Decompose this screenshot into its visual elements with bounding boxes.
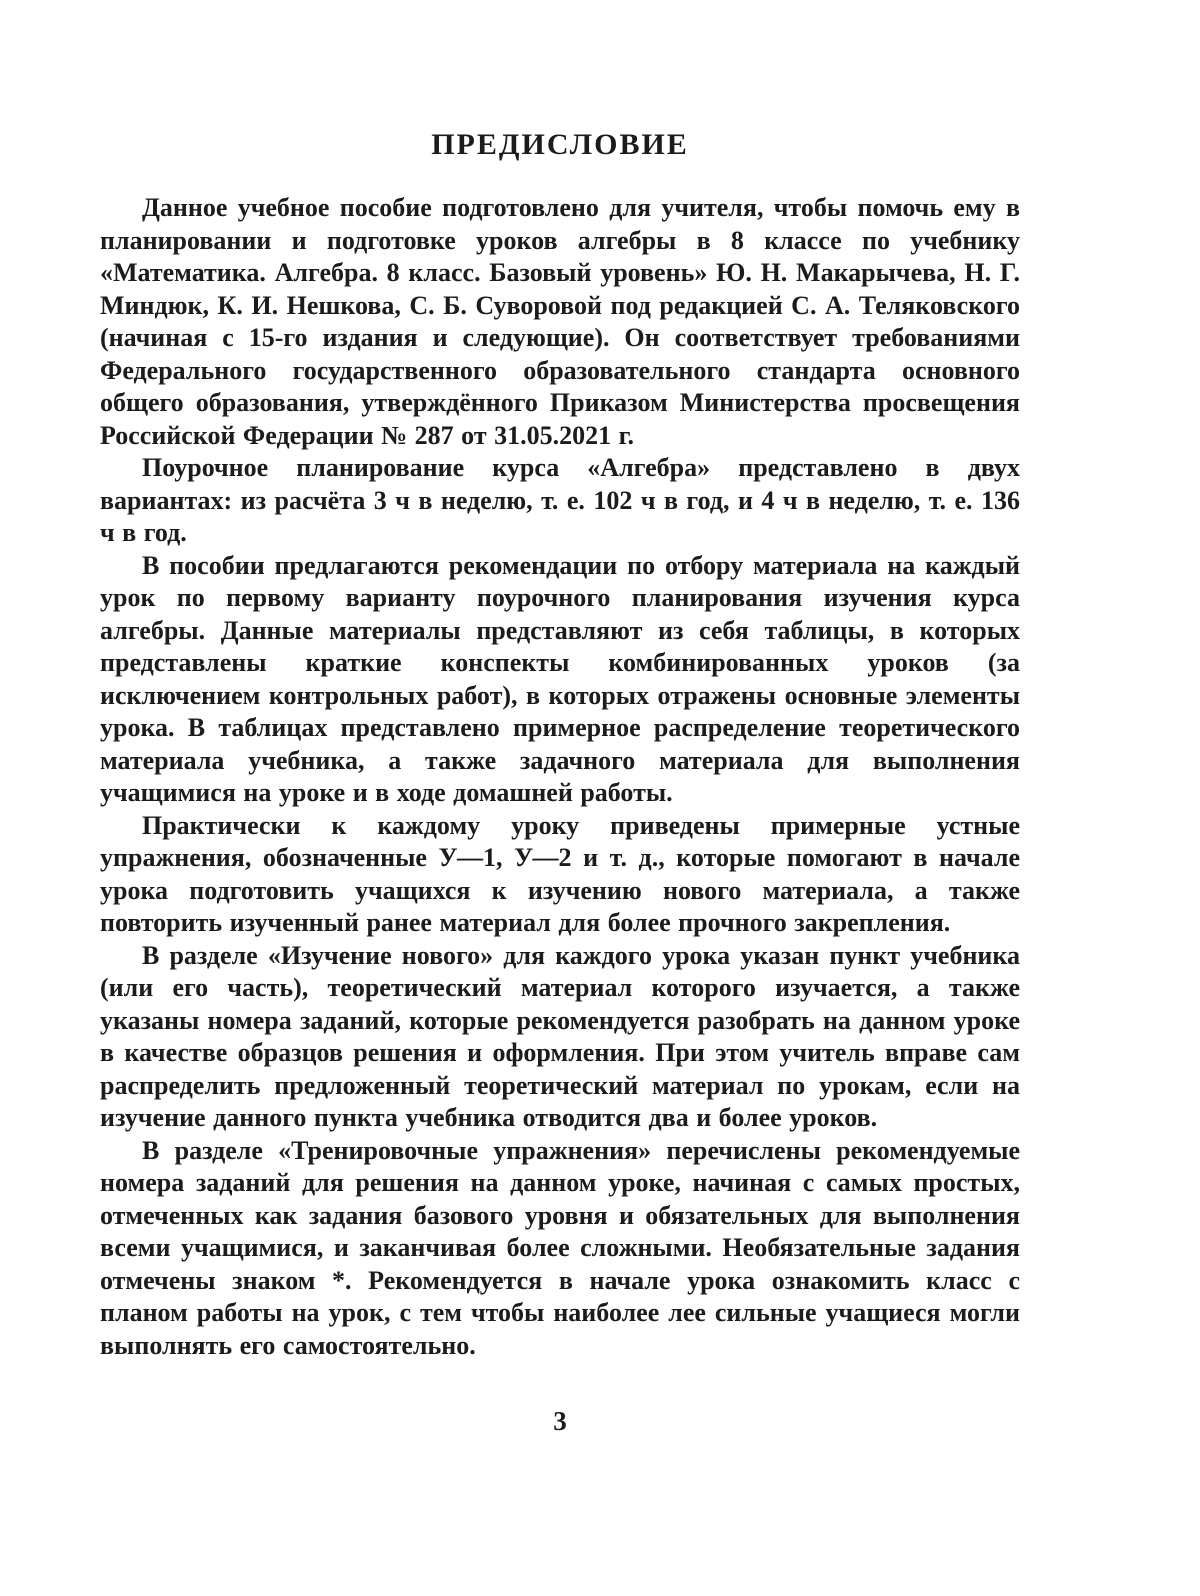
paragraph-6: В разделе «Тренировочные упражнения» перечислены рекомендуемые номера заданий для решения на данном уроке, начиная с самых простых, отмеченных как задания базового уровня и обязательных для выполнения всеми учащимися, и заканчивая более сложными. Необязательные задания отмечены знаком *. Рекомендуется в начале урока ознакомить класс с планом работы на урок, с тем чтобы наиболее лее сильные учащиеся могли выполнять его самостоятельно. (100, 1135, 1020, 1360)
page-number: 3 (553, 1406, 567, 1436)
paragraph-4: Практически к каждому уроку приведены примерные устные упражнения, обозначенные У—1, У—2 и т. д., которые помогают в начале урока подготовить учащихся к изучению нового материала, а также повторить изученный ранее материал для более прочного закрепления. (100, 810, 1020, 937)
paragraph-3: В пособии предлагаются рекомендации по отбору материала на каждый урок по первому варианту поурочного планирования изучения курса алгебры. Данные материалы представляют из себя таблицы, в которых представлены краткие конспекты комбинированных уроков (за исключением контрольных работ), в которых отражены основные элементы урока. В таблицах представлено примерное распределение теоретического материала учебника, а также задачного материала для выполнения учащимися на уроке и в ходе домашней работы. (100, 550, 1020, 807)
paragraph-5: В разделе «Изучение нового» для каждого урока указан пункт учебника (или его часть), теоретический материал которого изучается, а также указаны номера заданий, которые рекомендуется разобрать на данном уроке в качестве образцов решения и оформления. При этом учитель вправе сам распределить предложенный теоретический материал по урокам, если на изучение данного пункта учебника отводится два и более уроков. (100, 940, 1020, 1132)
page-title: ПРЕДИСЛОВИЕ (431, 128, 689, 161)
preface-body (100, 192, 1020, 1362)
paragraph-1: Данное учебное пособие подготовлено для учителя, чтобы помочь ему в планировании и подготовке уроков алгебры в 8 классе по учебнику «Математика. Алгебра. 8 класс. Базовый уровень» Ю. Н. Макарычева, Н. Г. Миндюк, К. И. Нешкова, С. Б. Суворовой под редакцией С. А. Теляковского (начиная с 15-го издания и следующие). Он соответствует требованиями Федерального государственного образовательного стандарта основного общего образования, утверждённого Приказом Министерства просвещения Российской Федерации № 287 от 31.05.2021 г. (100, 193, 1020, 450)
paragraph-2: Поурочное планирование курса «Алгебра» представлено в двух вариантах: из расчёта 3 ч в неделю, т. е. 102 ч в год, и 4 ч в неделю, т. е. 136 ч в год. (100, 453, 1020, 547)
